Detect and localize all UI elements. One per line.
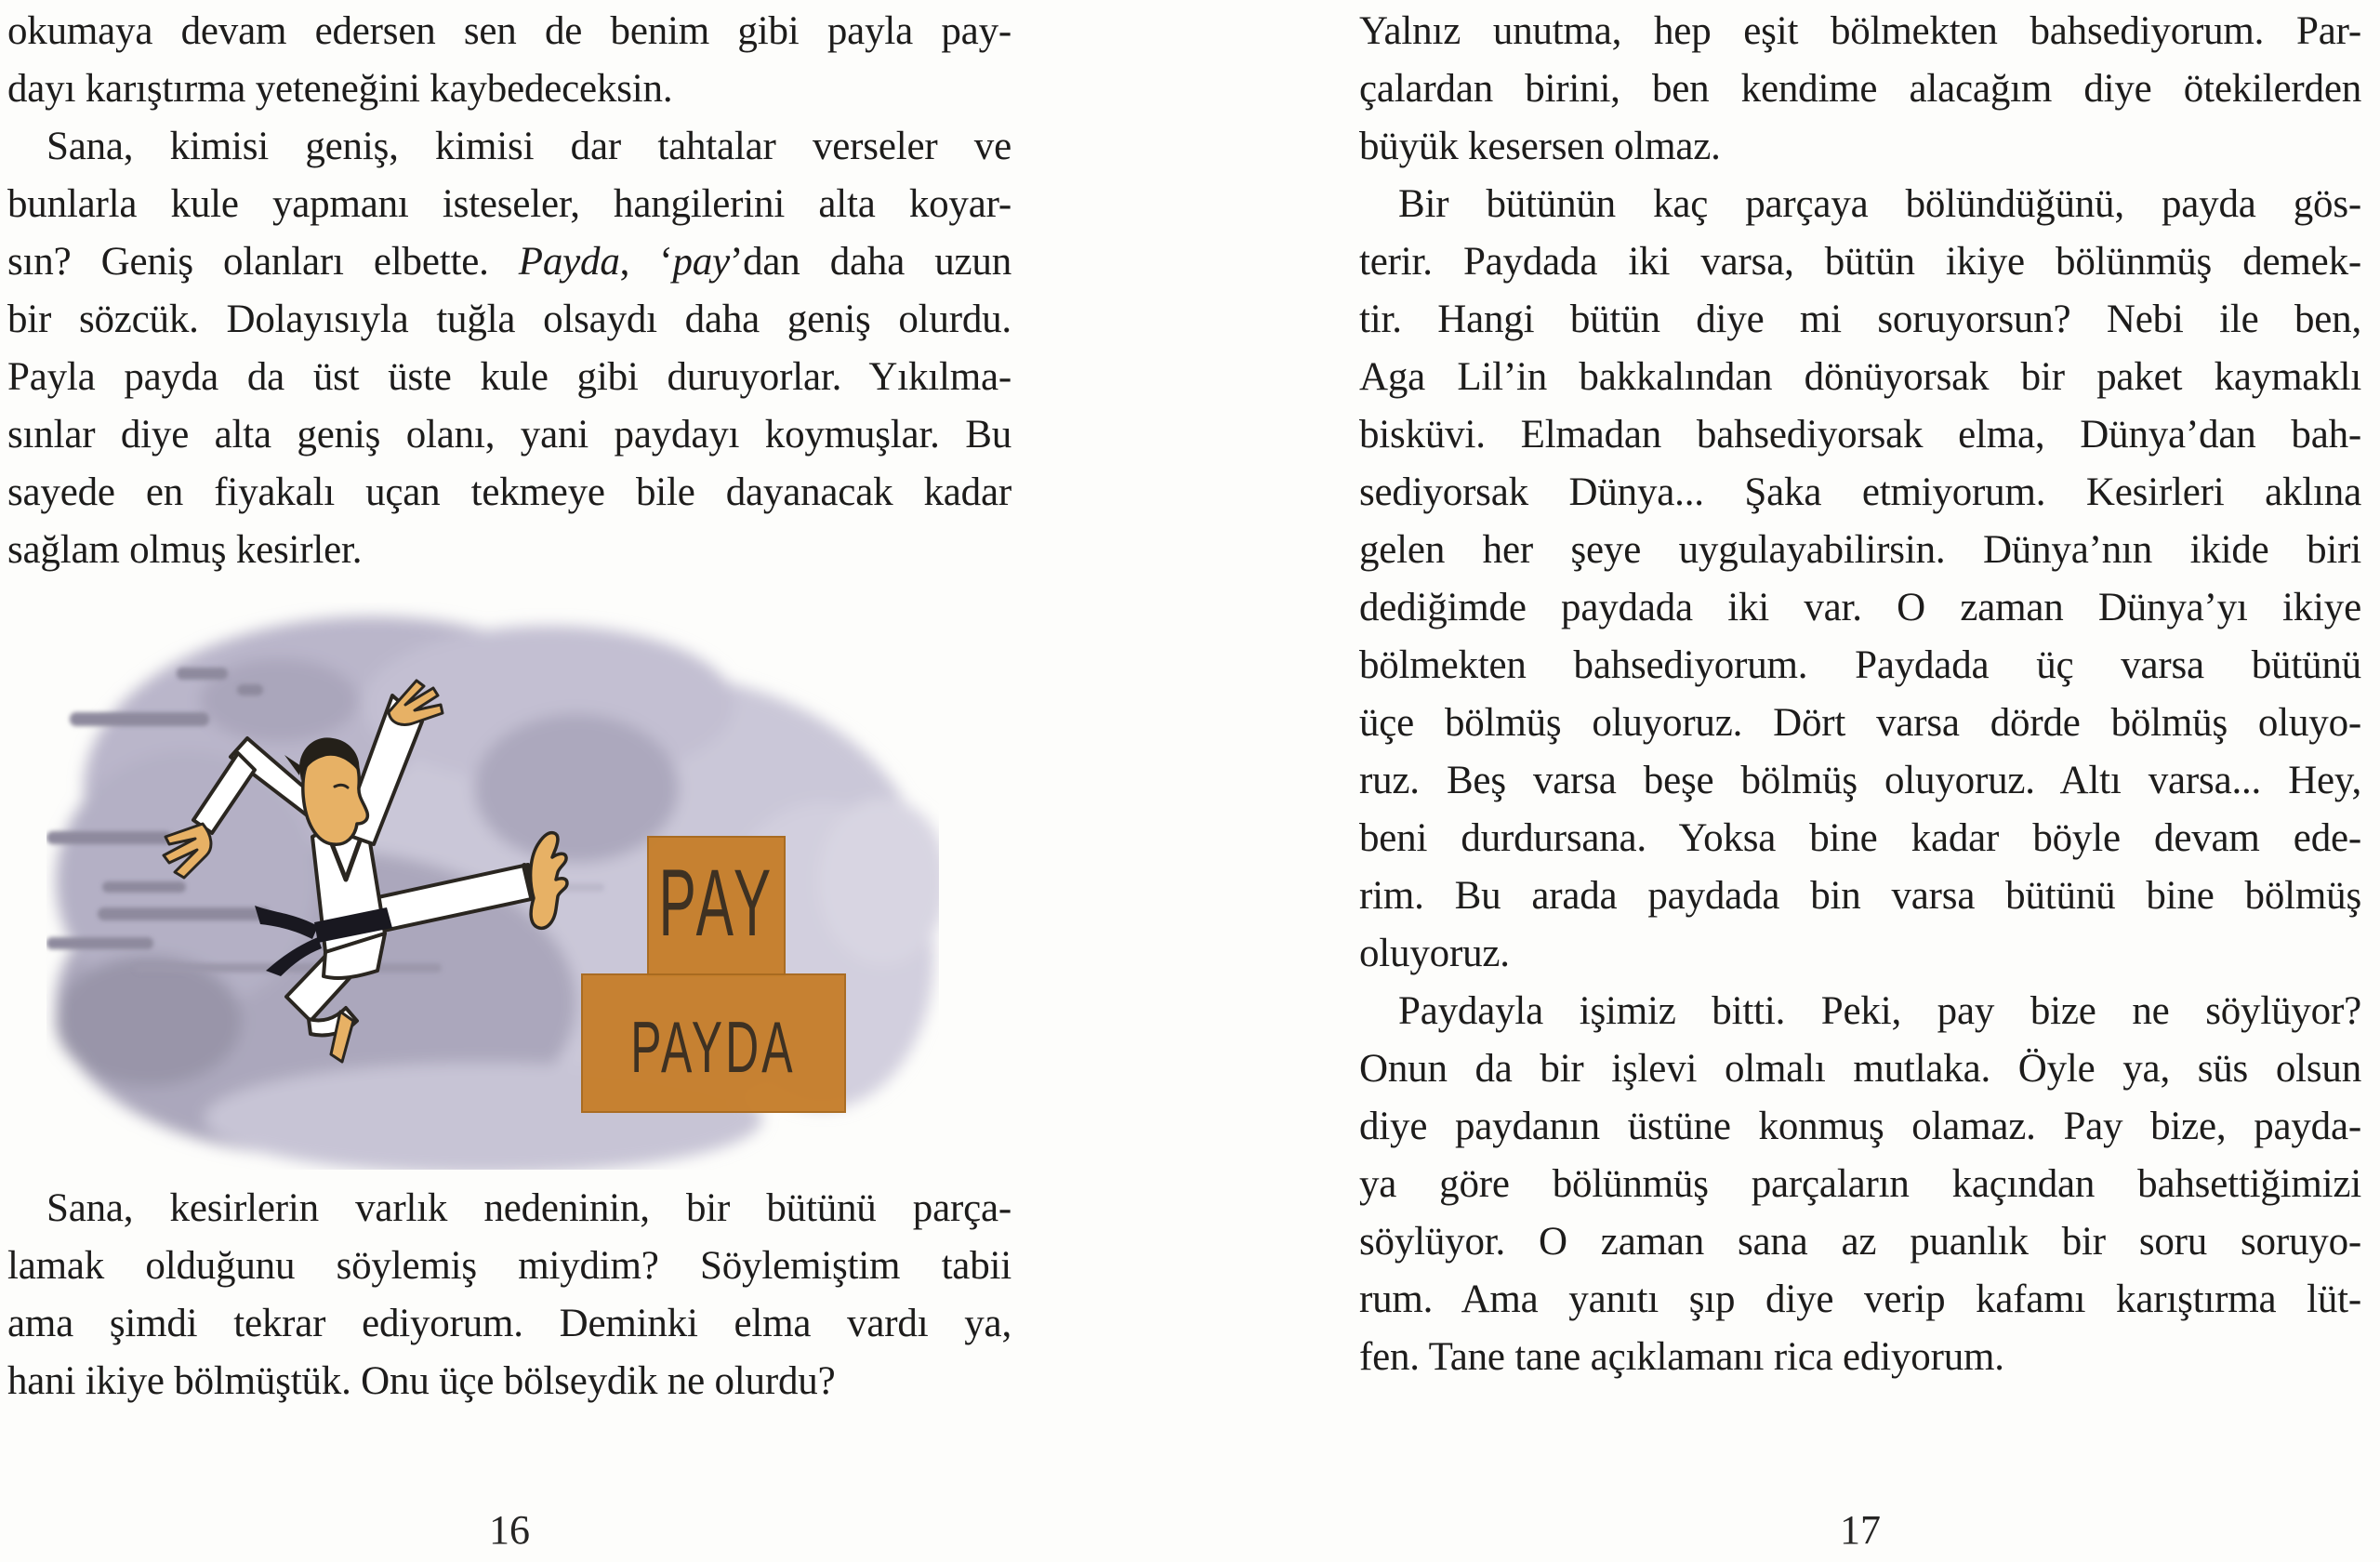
left-page-number: 16 — [489, 1507, 530, 1553]
text-line: çalardan birini, ben kendime alacağım diye ötekilerden — [1359, 67, 2361, 111]
text-line: Onun da bir işlevi olmalı mutlaka. Öyle ya, süs olsun — [1359, 1047, 2361, 1091]
karate-illustration — [46, 602, 939, 1170]
text-line: ama şimdi tekrar ediyorum. Deminki elma vardı ya, — [7, 1302, 1012, 1345]
text-line: ruz. Beş varsa beşe bölmüş oluyoruz. Altı varsa... Hey, — [1359, 759, 2361, 802]
text-line: tir. Hangi bütün diye mi soruyorsun? Nebi ile ben, — [1359, 298, 2361, 341]
text-line: sın? Geniş olanları elbette. Payda, ‘pay’dan daha uzun — [7, 240, 1012, 284]
text-line: diye paydanın üstüne konmuş olamaz. Pay bize, payda- — [1359, 1105, 2361, 1148]
text-line: Aga Lil’in bakkalından dönüyorsak bir paket kaymaklı — [1359, 355, 2361, 399]
text-line: Bir bütünün kaç parçaya bölündüğünü, payda gös- — [1398, 182, 2361, 226]
text-line: rim. Bu arada paydada bin varsa bütünü bine bölmüş — [1359, 874, 2361, 918]
text-line: Sana, kimisi geniş, kimisi dar tahtalar verseler ve — [46, 125, 1012, 168]
right-page-number: 17 — [1840, 1507, 1881, 1553]
text-line: Sana, kesirlerin varlık nedeninin, bir bütünü parça- — [46, 1186, 1012, 1230]
text-line: dediğimde paydada iki var. O zaman Dünya’yı ikiye — [1359, 586, 2361, 629]
text-line: Payla payda da üst üste kule gibi duruyorlar. Yıkılma- — [7, 355, 1012, 399]
text-line: rum. Ama yanıtı şıp diye verip kafamı karıştırma lüt- — [1359, 1277, 2361, 1321]
text-line: terir. Paydada iki varsa, bütün ikiye bölünmüş demek- — [1359, 240, 2361, 284]
text-line: hani ikiye bölmüştük. Onu üçe bölseydik ne olurdu? — [7, 1359, 836, 1403]
text-line: bölmekten bahsediyorum. Paydada üç varsa bütünü — [1359, 643, 2361, 687]
text-line: oluyoruz. — [1359, 932, 1510, 975]
text-line: bunlarla kule yapmanı isteseler, hangilerini alta koyar- — [7, 182, 1012, 226]
brick-top-label: PAY — [658, 849, 775, 956]
text-line: fen. Tane tane açıklamanı rica ediyorum. — [1359, 1335, 2004, 1379]
text-line: Paydayla işimiz bitti. Peki, pay bize ne söylüyor? — [1398, 989, 2361, 1033]
right-page-text — [1359, 3, 2361, 1386]
text-line: okumaya devam edersen sen de benim gibi payla pay- — [7, 9, 1012, 53]
left-page-text-top — [7, 3, 1012, 579]
left-page-text-bottom — [7, 1180, 1012, 1410]
brick-bottom-label: PAYDA — [630, 1006, 796, 1088]
karate-illustration-svg — [46, 602, 939, 1170]
text-line: sınlar diye alta geniş olanı, yani paydayı koymuşlar. Bu — [7, 413, 1012, 457]
text-line: büyük kesersen olmaz. — [1359, 125, 1721, 168]
text-line: lamak olduğunu söylemiş miydim? Söylemiştim tabii — [7, 1244, 1012, 1288]
text-line: beni durdursana. Yoksa bine kadar böyle devam ede- — [1359, 816, 2361, 860]
text-line: bisküvi. Elmadan bahsediyorsak elma, Dünya’dan bah- — [1359, 413, 2361, 457]
text-line: gelen her şeye uygulayabilirsin. Dünya’nın ikide biri — [1359, 528, 2361, 572]
text-line: söylüyor. O zaman sana az puanlık bir soru soruyo- — [1359, 1220, 2361, 1264]
text-line: sayede en fiyakalı uçan tekmeye bile dayanacak kadar — [7, 470, 1012, 514]
text-line: sediyorsak Dünya... Şaka etmiyorum. Kesirleri aklına — [1359, 470, 2361, 514]
text-line: üçe bölmüş oluyoruz. Dört varsa dörde bölmüş oluyo- — [1359, 701, 2361, 745]
text-line: Yalnız unutma, hep eşit bölmekten bahsediyorum. Par- — [1359, 9, 2361, 53]
text-line: ya göre bölünmüş parçaların kaçından bahsettiğimizi — [1359, 1162, 2361, 1206]
text-line: dayı karıştırma yeteneğini kaybedeceksin. — [7, 67, 673, 111]
text-line: bir sözcük. Dolayısıyla tuğla olsaydı daha geniş olurdu. — [7, 298, 1012, 341]
text-line: sağlam olmuş kesirler. — [7, 528, 363, 572]
